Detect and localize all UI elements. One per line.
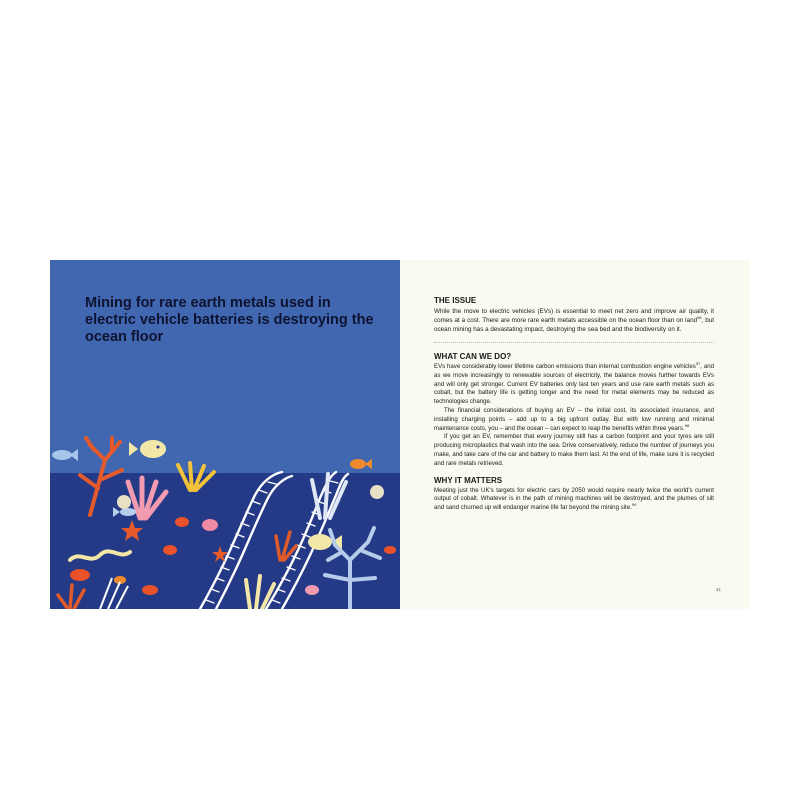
article-content (434, 296, 714, 513)
coral-blue-large (325, 528, 380, 609)
spacer (434, 469, 714, 476)
what-paragraph-1 (434, 360, 714, 407)
what-text-1b: , and as we move increasingly to renewable sources of electricity, the balance moves further towards EVs and will only get stronger. Current EV batteries only last ten years and use rare earth metals such as cobalt, but the battery life is getting longer and the need for metal elements may be reduced as technologies change. (434, 363, 714, 406)
page-headline: Mining for rare earth metals used in electric vehicle batteries is destroying the ocean floor (85, 295, 374, 345)
left-page (50, 260, 400, 609)
section-title-issue: THE ISSUE (434, 296, 477, 305)
fish-yellow-top (129, 440, 166, 458)
issue-text-b: , but ocean mining has a devastating impact, destroying the sea bed and the biodiversity on it. (434, 317, 714, 333)
issue-paragraph (434, 307, 714, 334)
why-paragraph (434, 487, 714, 513)
what-paragraph-3: If you get an EV, remember that every journey still has a carbon footprint and your tyres are still producing microplastics that wash into the sea. Drive conservatively, reduce the number of journeys you make, and take care of the car and battery to make them last. At the end of life, make sure it is recycled and rare metals retrieved. (434, 433, 714, 467)
coral-orange-left (80, 438, 122, 515)
section-title-why-it-matters: WHY IT MATTERS (434, 475, 503, 485)
footnote-ref: 98 (684, 422, 690, 428)
section-divider (434, 342, 714, 343)
footnote-ref: 99 (631, 502, 637, 508)
issue-text-a: While the move to electric vehicles (EVs) is essential to meet net zero and improve air quality, it comes at a cost. There are more rare earth metals accessible on the ocean floor than on land (434, 308, 714, 324)
what-text-1a: EVs have considerably lower lifetime carbon emissions than internal combustion engine vehicles (434, 363, 696, 370)
coral-orange-bottom (58, 532, 296, 609)
seabed-illustration (50, 260, 400, 609)
what-text-2: The financial considerations of buying an EV – the initial cost, its associated insurance, and installing charging points – add up to a big upfront outlay. But with low running and minimal maintenance costs, you – and the ocean – can expect to reap the benefits within three years. (434, 406, 714, 432)
page-number: 41 (715, 587, 721, 592)
what-paragraph-2 (434, 407, 714, 433)
book-spread (50, 260, 750, 609)
footnote-ref: 96 (697, 314, 702, 320)
seaweed-yellow-squiggle (70, 551, 130, 560)
fish-small-left (52, 449, 78, 461)
section-title-what-can-we-do: WHAT CAN WE DO? (434, 352, 512, 361)
fish-orange-right (350, 459, 372, 469)
right-page (400, 260, 750, 609)
footnote-ref: 97 (695, 360, 701, 366)
coral-yellow-fan (178, 463, 214, 490)
why-text: Meeting just the UK's targets for electric cars by 2050 would require nearly twice the world's current output of cobalt. Whatever is in the path of mining machines will be destroyed, and the plumes of silt and sand churned up will endanger marine life far beyond the mining site. (434, 486, 714, 512)
